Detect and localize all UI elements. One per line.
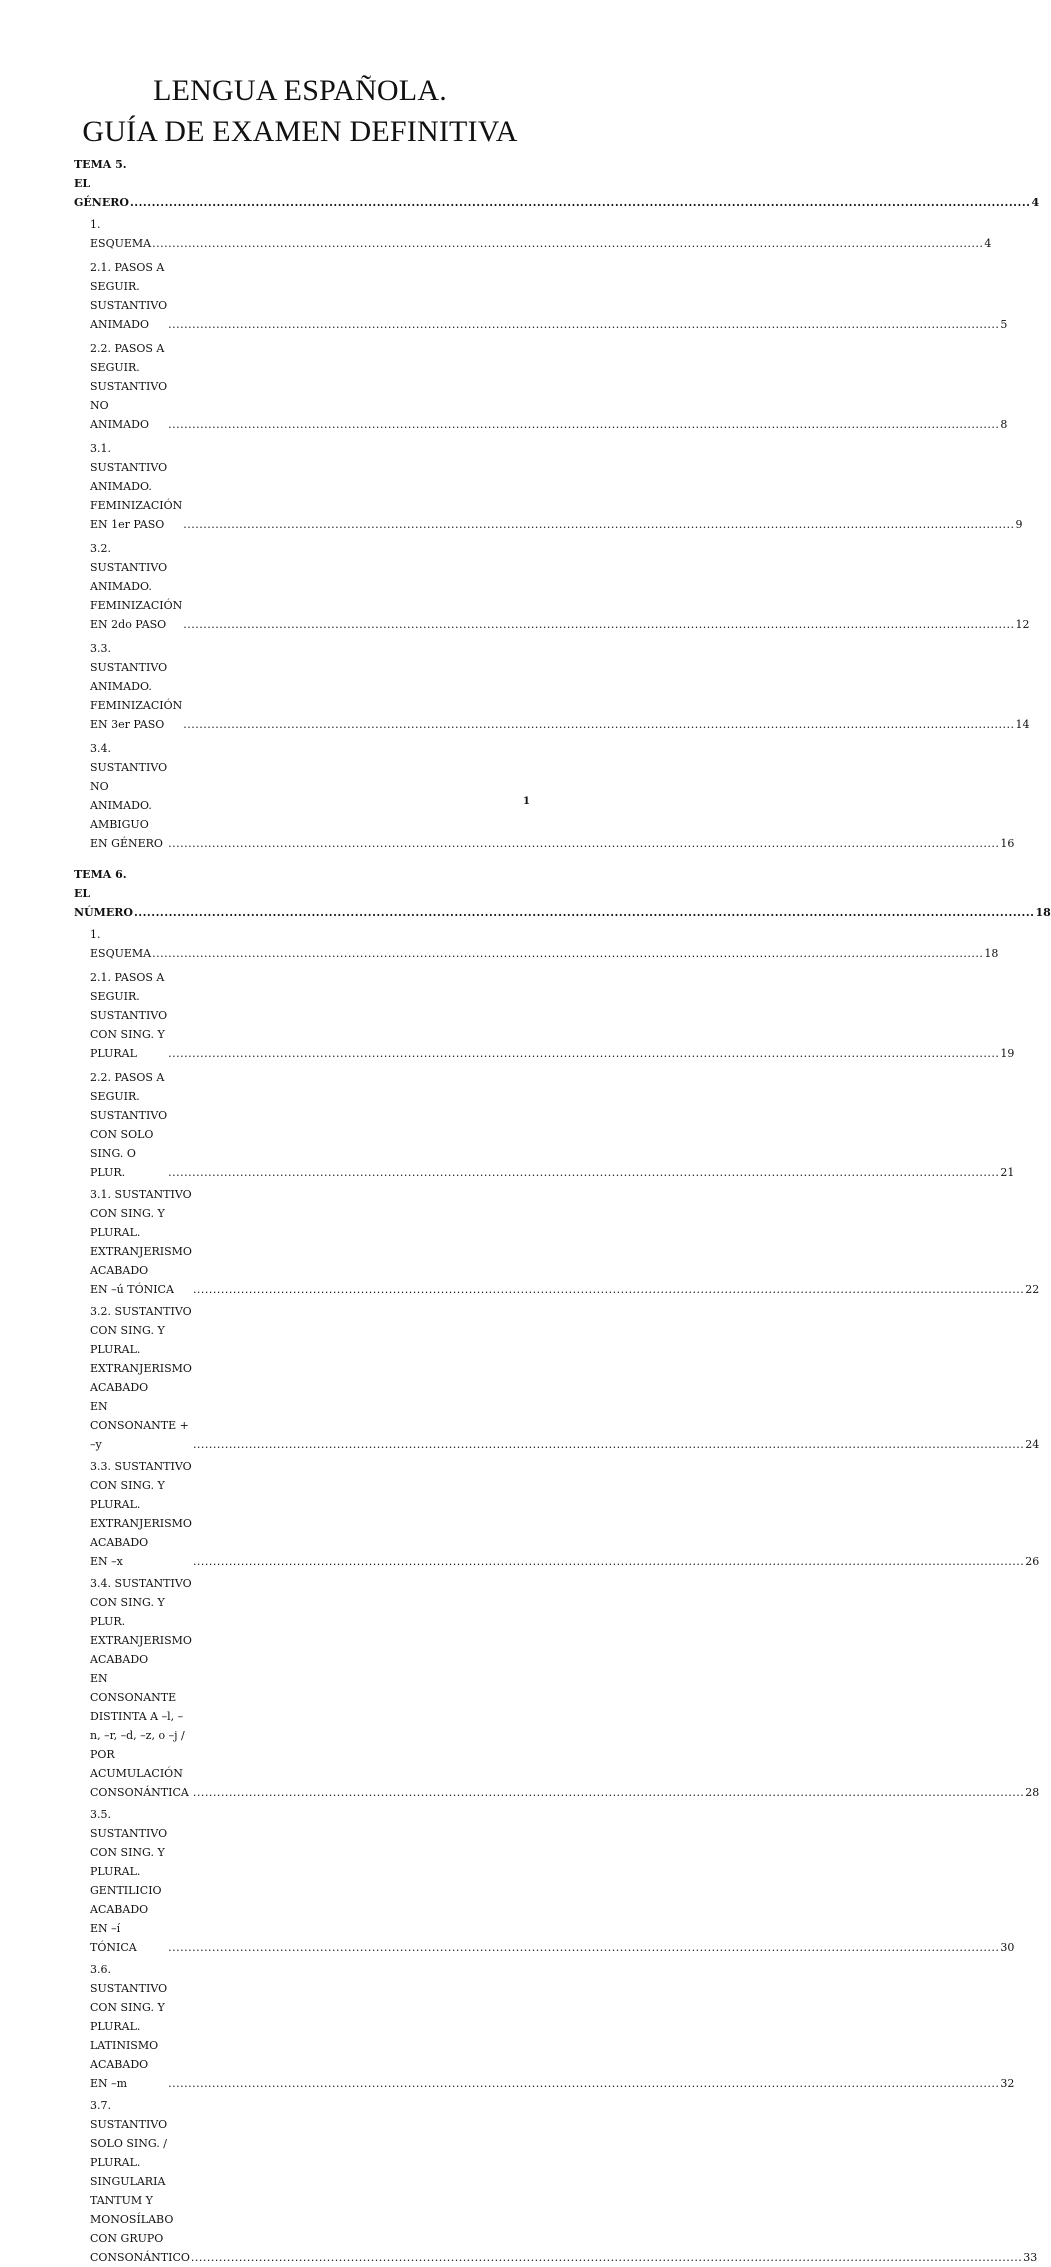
toc-section-entry[interactable] xyxy=(74,215,992,253)
toc-entry-title: 3.2. SUSTANTIVO CON SING. Y PLURAL. EXTRANJERISMO ACABADO EN CONSONANTE + –y xyxy=(90,1305,192,1451)
toc-section-entry[interactable] xyxy=(74,539,1030,634)
toc-section-entry[interactable] xyxy=(74,258,1008,334)
toc-entry-title: 3.3. SUSTANTIVO CON SING. Y PLURAL. EXTRANJERISMO ACABADO EN –x xyxy=(90,1460,192,1568)
toc-entry-title: 1. ESQUEMA xyxy=(90,928,152,960)
toc-entry-page: 4 xyxy=(1031,196,1040,209)
toc-entry-title: 3.5. SUSTANTIVO CON SING. Y PLURAL. GENTILICIO ACABADO EN –í TÓNICA xyxy=(90,1808,168,1954)
toc-section-entry[interactable] xyxy=(74,1960,1015,2093)
toc-leader-dots xyxy=(134,903,1035,922)
toc-section-entry[interactable] xyxy=(74,1302,1040,1454)
toc-entry-title: 1. ESQUEMA xyxy=(90,218,152,250)
toc-leader-dots xyxy=(152,234,983,253)
toc-entry-page: 24 xyxy=(1025,1438,1040,1451)
toc-chapter-entry[interactable] xyxy=(74,155,1040,212)
toc-entry-title: 2.1. PASOS A SEGUIR. SUSTANTIVO CON SING. Y PLURAL xyxy=(90,971,168,1060)
toc-leader-dots xyxy=(183,615,1014,634)
toc-entry-title: 3.4. SUSTANTIVO CON SING. Y PLUR. EXTRANJERISMO ACABADO EN CONSONANTE DISTINTA A –l, –n, –r, –d, –z, o –j / POR ACUMULACIÓN CONSONÁNTICA xyxy=(90,1577,192,1799)
toc-leader-dots xyxy=(183,715,1014,734)
toc-leader-dots xyxy=(193,1783,1024,1802)
toc-section-entry[interactable] xyxy=(74,1805,1015,1957)
toc-entry-page: 5 xyxy=(1000,318,1008,331)
toc-entry-page: 4 xyxy=(984,237,992,250)
toc-leader-dots xyxy=(168,1163,999,1182)
toc-entry-page: 33 xyxy=(1023,2251,1038,2264)
toc-leader-dots xyxy=(168,315,999,334)
toc-chapter-entry[interactable] xyxy=(74,865,1051,922)
table-of-contents xyxy=(74,152,1051,2267)
toc-section-entry[interactable] xyxy=(74,1457,1040,1571)
toc-entry-title: 3.6. SUSTANTIVO CON SING. Y PLURAL. LATINISMO ACABADO EN –m xyxy=(90,1963,168,2090)
toc-entry-page: 28 xyxy=(1025,1786,1040,1799)
toc-section-entry[interactable] xyxy=(74,1185,1040,1299)
toc-leader-dots xyxy=(168,415,999,434)
toc-section-entry[interactable] xyxy=(74,739,1015,853)
toc-section-entry[interactable] xyxy=(74,968,1015,1063)
toc-section-entry[interactable] xyxy=(74,2096,1038,2267)
toc-leader-dots xyxy=(193,1552,1024,1571)
toc-entry-page: 32 xyxy=(1000,2077,1015,2090)
toc-entry-title: 3.2. SUSTANTIVO ANIMADO. FEMINIZACIÓN EN 2do PASO xyxy=(90,542,183,631)
toc-entry-page: 12 xyxy=(1015,618,1030,631)
toc-leader-dots xyxy=(193,1280,1024,1299)
toc-entry-page: 21 xyxy=(1000,1166,1015,1179)
toc-entry-title: 2.2. PASOS A SEGUIR. SUSTANTIVO CON SOLO SING. O PLUR. xyxy=(90,1071,168,1179)
document-title-line-1: LENGUA ESPAÑOLA. xyxy=(153,74,447,107)
toc-leader-dots xyxy=(152,944,983,963)
toc-section-entry[interactable] xyxy=(74,1574,1040,1802)
toc-entry-page: 26 xyxy=(1025,1555,1040,1568)
toc-entry-page: 9 xyxy=(1015,518,1023,531)
toc-section-entry[interactable] xyxy=(74,439,1023,534)
toc-entry-title: 3.1. SUSTANTIVO ANIMADO. FEMINIZACIÓN EN 1er PASO xyxy=(90,442,183,531)
toc-entry-page: 18 xyxy=(984,947,999,960)
toc-section-entry[interactable] xyxy=(74,1068,1015,1182)
toc-entry-title: 3.3. SUSTANTIVO ANIMADO. FEMINIZACIÓN EN 3er PASO xyxy=(90,642,183,731)
toc-entry-title: 3.4. SUSTANTIVO NO ANIMADO. AMBIGUO EN GÉNERO xyxy=(90,742,168,850)
toc-entry-title: 2.1. PASOS A SEGUIR. SUSTANTIVO ANIMADO xyxy=(90,261,168,331)
toc-leader-dots xyxy=(168,1938,999,1957)
toc-entry-page: 19 xyxy=(1000,1047,1015,1060)
toc-leader-dots xyxy=(130,193,1031,212)
toc-leader-dots xyxy=(191,2248,1022,2267)
toc-entry-page: 14 xyxy=(1015,718,1030,731)
toc-entry-title: TEMA 6. EL NÚMERO xyxy=(74,868,133,919)
toc-entry-title: 2.2. PASOS A SEGUIR. SUSTANTIVO NO ANIMADO xyxy=(90,342,168,431)
toc-entry-page: 18 xyxy=(1035,906,1051,919)
toc-entry-title: 3.7. SUSTANTIVO SOLO SING. / PLURAL. SINGULARIA TANTUM Y MONOSÍLABO CON GRUPO CONSONÁNTICO xyxy=(90,2099,190,2264)
toc-entry-page: 22 xyxy=(1025,1283,1040,1296)
toc-leader-dots xyxy=(168,2074,999,2093)
document-title-line-2: GUÍA DE EXAMEN DEFINITIVA xyxy=(82,115,518,148)
toc-leader-dots xyxy=(168,1044,999,1063)
toc-entry-page: 30 xyxy=(1000,1941,1015,1954)
toc-leader-dots xyxy=(193,1435,1024,1454)
toc-entry-page: 8 xyxy=(1000,418,1008,431)
page-number: 1 xyxy=(523,796,530,807)
toc-leader-dots xyxy=(183,515,1014,534)
toc-section-entry[interactable] xyxy=(74,339,1008,434)
toc-entry-title: TEMA 5. EL GÉNERO xyxy=(74,158,129,209)
toc-section-entry[interactable] xyxy=(74,925,999,963)
toc-section-entry[interactable] xyxy=(74,639,1030,734)
toc-leader-dots xyxy=(168,834,999,853)
toc-entry-page: 16 xyxy=(1000,837,1015,850)
toc-entry-title: 3.1. SUSTANTIVO CON SING. Y PLURAL. EXTRANJERISMO ACABADO EN –ú TÓNICA xyxy=(90,1188,192,1296)
